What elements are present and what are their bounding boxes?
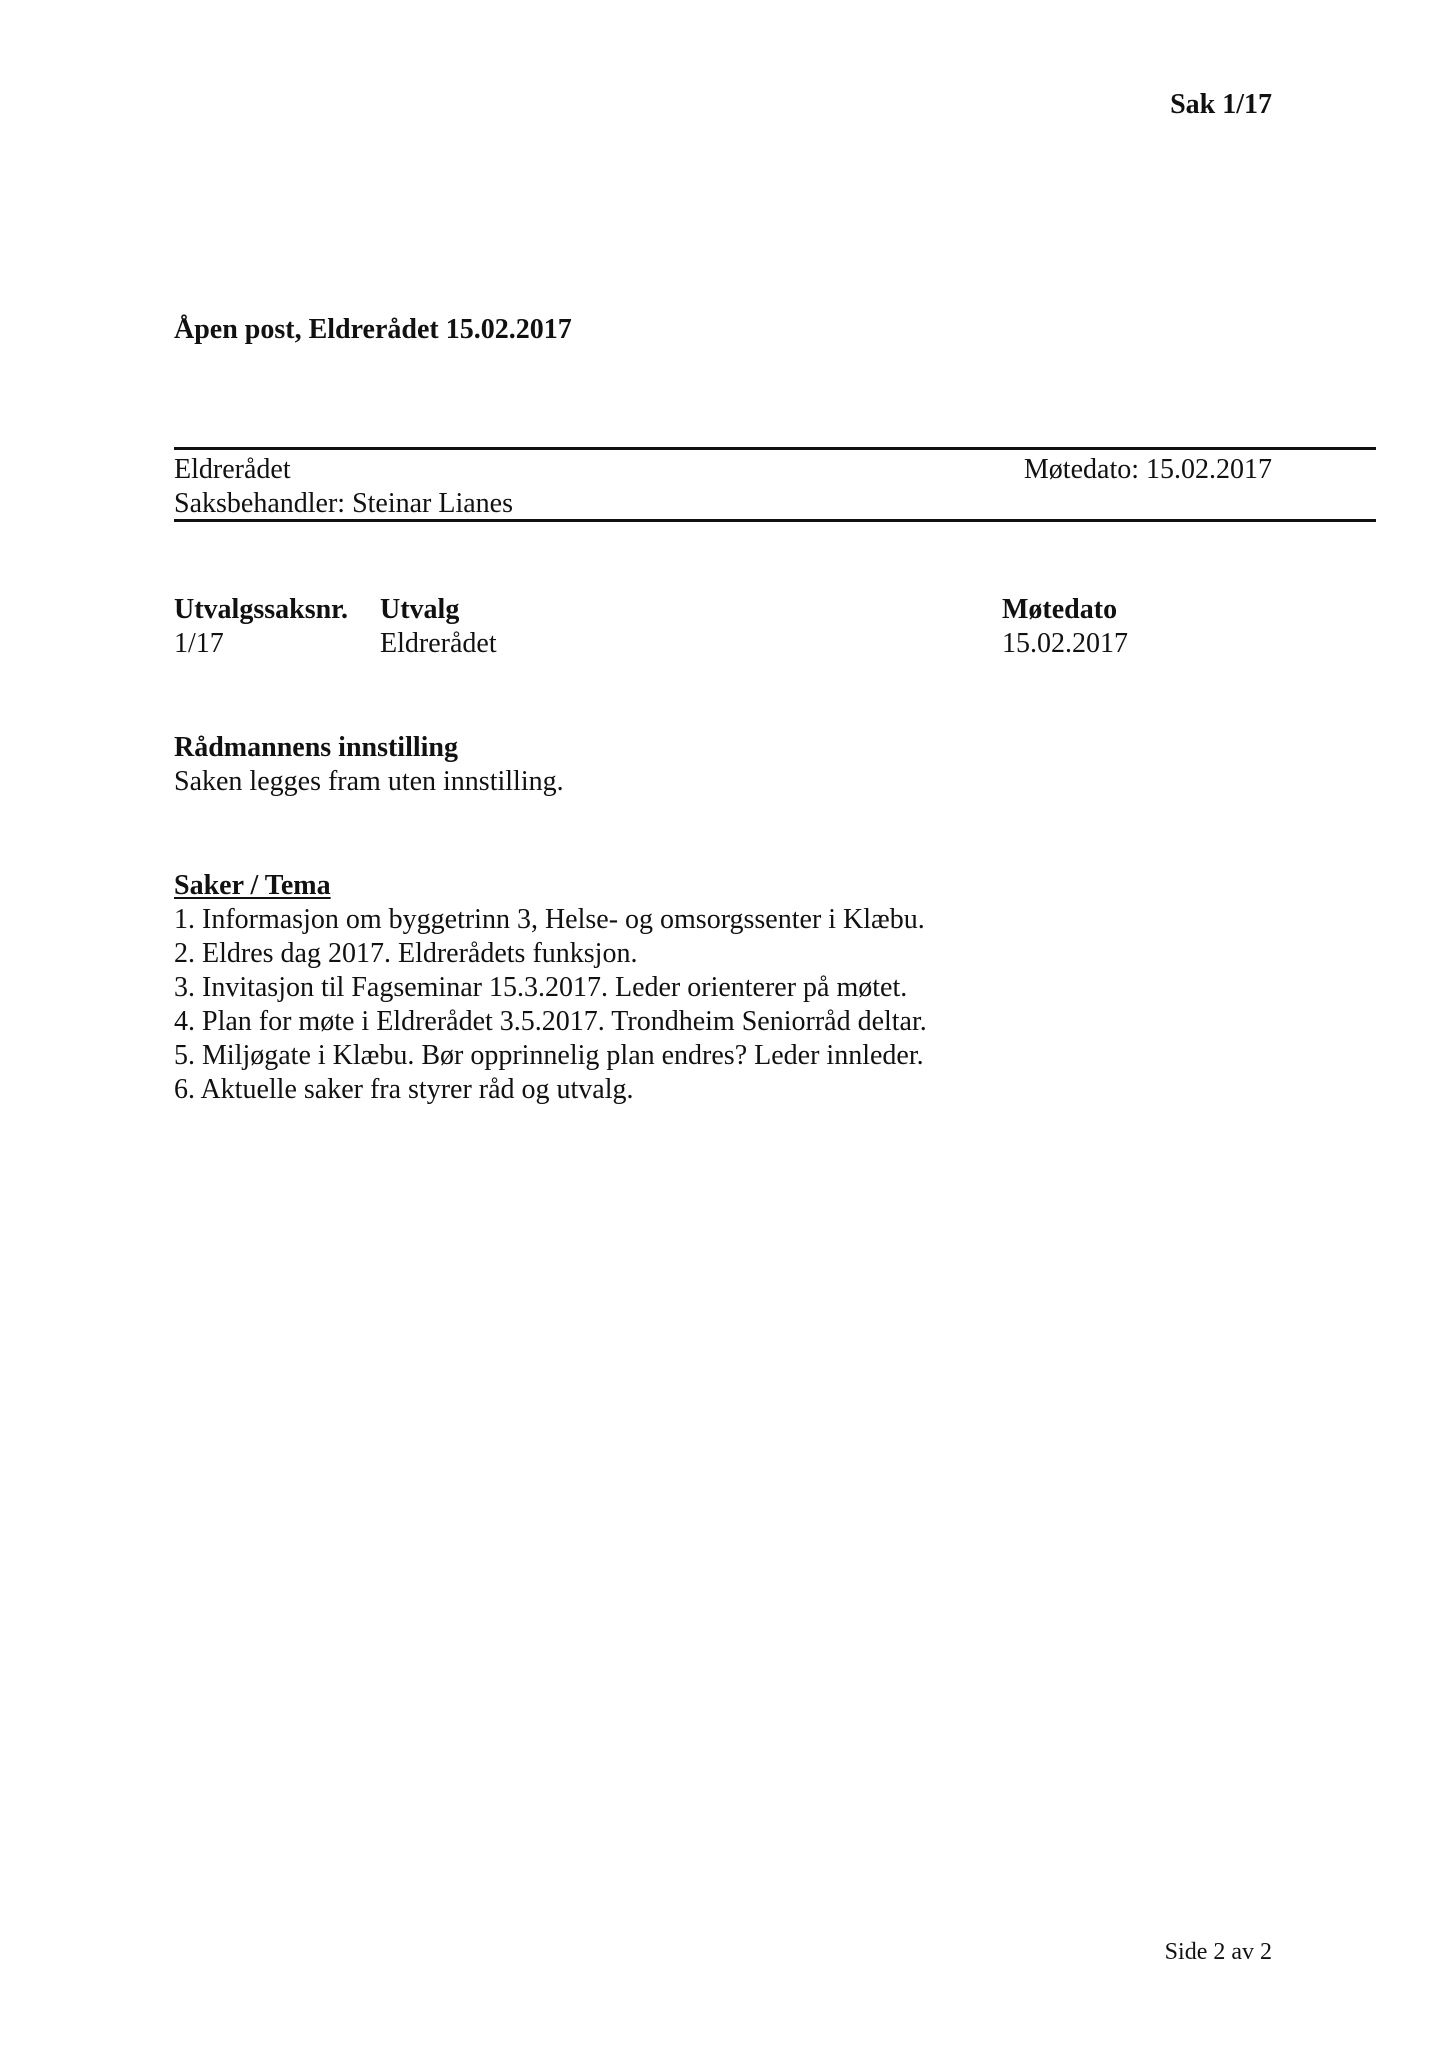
page-footer: Side 2 av 2	[1164, 1939, 1272, 1965]
cell-case-number: 1/17	[174, 628, 224, 659]
header-case-number: Utvalgssaksnr.	[174, 594, 349, 625]
top-rule	[174, 447, 1376, 450]
committee-name: Eldrerådet	[174, 454, 291, 485]
topics-heading: Saker / Tema	[174, 870, 331, 901]
recommendation-heading: Rådmannens innstilling	[174, 732, 458, 763]
cell-meeting-date: 15.02.2017	[1002, 628, 1128, 659]
recommendation-text: Saken legges fram uten innstilling.	[174, 766, 564, 797]
cell-committee: Eldrerådet	[380, 628, 497, 659]
meeting-date: Møtedato: 15.02.2017	[1023, 454, 1272, 485]
list-item: 2. Eldres dag 2017. Eldrerådets funksjon.	[174, 938, 638, 969]
bottom-rule	[174, 519, 1376, 522]
header-meeting-date: Møtedato	[1002, 594, 1118, 625]
list-item: 3. Invitasjon til Fagseminar 15.3.2017. Leder orienterer på møtet.	[174, 972, 908, 1003]
list-item: 4. Plan for møte i Eldrerådet 3.5.2017. Trondheim Seniorråd deltar.	[174, 1006, 927, 1037]
list-item: 1. Informasjon om byggetrinn 3, Helse- og omsorgssenter i Klæbu.	[174, 904, 925, 935]
header-committee: Utvalg	[380, 594, 460, 625]
case-number: Sak 1/17	[1170, 89, 1272, 120]
case-handler: Saksbehandler: Steinar Lianes	[174, 488, 514, 519]
page-title: Åpen post, Eldrerådet 15.02.2017	[174, 314, 572, 345]
list-item: 6. Aktuelle saker fra styrer råd og utvalg.	[174, 1074, 634, 1105]
list-item: 5. Miljøgate i Klæbu. Bør opprinnelig plan endres? Leder innleder.	[174, 1040, 924, 1071]
